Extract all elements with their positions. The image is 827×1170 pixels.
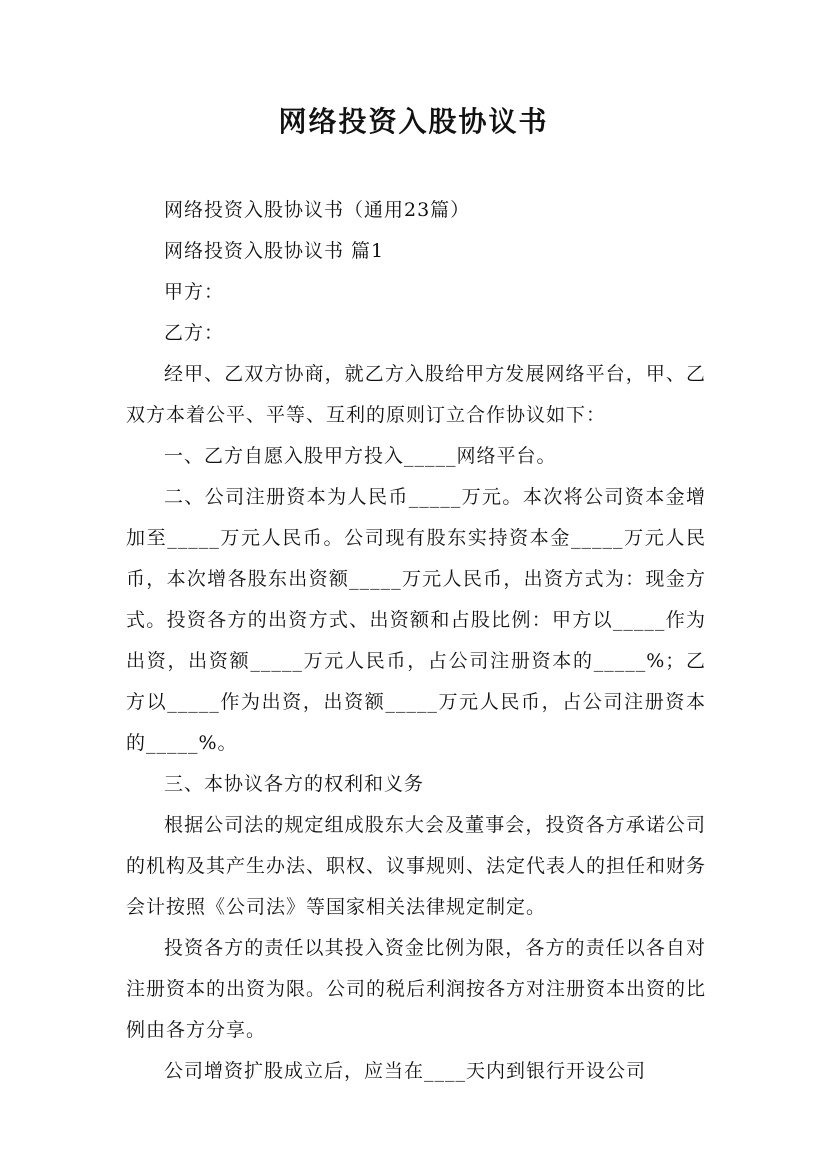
paragraph: 三、本协议各方的权利和义务 [164, 773, 425, 795]
paragraph: 投资各方的责任以其投入资金比例为限，各方的责任以各自对注册资本的出资为限。公司的税后利润按各方对注册资本出资的比例由各方分享。 [126, 937, 707, 1041]
paragraph: 乙方： [164, 322, 225, 344]
paragraph: 甲方： [164, 281, 225, 303]
paragraph: 根据公司法的规定组成股东大会及董事会，投资各方承诺公司的机构及其产生办法、职权、议事规则、法定代表人的担任和财务会计按照《公司法》等国家相关法律规定制定。 [126, 814, 707, 918]
paragraph: 网络投资入股协议书 篇1 [164, 240, 385, 262]
paragraph: 公司增资扩股成立后，应当在____天内到银行开设公司 [164, 1060, 647, 1082]
paragraph: 经甲、乙双方协商，就乙方入股给甲方发展网络平台，甲、乙双方本着公平、平等、互利的原则订立合作协议如下： [126, 363, 706, 426]
document-body [126, 190, 706, 1092]
paragraph: 二、公司注册资本为人民币_____万元。本次将公司资本金增加至_____万元人民币。公司现有股东实持资本金_____万元人民币，本次增各股东出资额_____万元人民币，出资方式为：现金方式。投资各方的出资方式、出资额和占股比例：甲方以_____作为出资，出资额_____万元人民币，占公司注册资本的_____%；乙方以_____作为出资，出资额_____万元人民币，占公司注册资本的_____%。 [126, 486, 706, 754]
document-title: 网络投资入股协议书 [278, 105, 549, 138]
paragraph: 一、乙方自愿入股甲方投入_____网络平台。 [164, 445, 557, 467]
paragraph: 网络投资入股协议书（通用23篇） [164, 199, 471, 221]
